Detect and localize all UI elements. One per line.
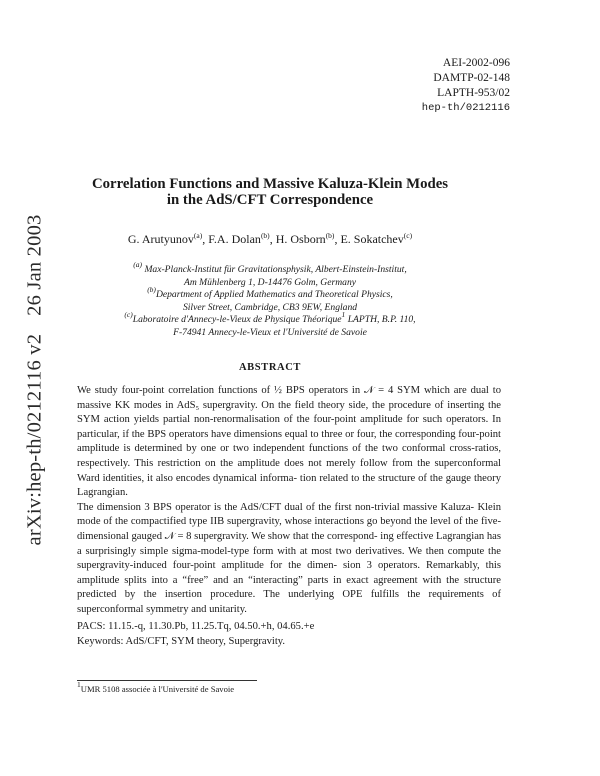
affiliation-a: $^{(a)}$ Max-Planck-Institut für Gravitationsphysik, Albert-Einstein-Institut, Am Mühlenberg 1, D-14476 Golm, Germany (133, 260, 407, 288)
author-mark: (a) (193, 231, 203, 240)
footnote-rule (77, 680, 257, 681)
affiliation-mark: (b) (147, 285, 156, 295)
author-name: E. Sokatchev (340, 232, 404, 246)
report-number: DAMTP-02-148 (433, 72, 510, 84)
author-mark: (c) (403, 231, 413, 240)
affiliation-mark: (c) (124, 310, 133, 320)
pacs-line: PACS: 11.15.-q, 11.30.Pb, 11.25.Tq, 04.50.+h, 04.65.+e (77, 621, 315, 632)
affiliation-mark: (a) (133, 260, 143, 269)
arxiv-date: 26 Jan 2003 (23, 214, 46, 316)
author-list: G. Arutyunov$^{(a)}$, F.A. Dolan$^{(b)}$, H. Osborn$^{(b)}$, E. Sokatchev$^{(c)}$ (127, 231, 413, 246)
abstract-body (77, 384, 501, 618)
abstract-paragraph: The dimension 3 BPS operator is the AdS/CFT dual of the first non-trivial massive Kaluza- Klein mode of the compactified type IIB supergravity, whose interactions go beyond the level of the five-dimensional gauged 𝒩 = 8 supergravity. We show that the correspond- ing effective Lagrangian has a surprisingly simple sigma-model-type form with at most two derivatives. We then compute the supergravity-induced four-point amplitude for the dimen- sion 3 operators. Remarkably, this amplitude splits into a “free” and an “interacting” parts in exact agreement with the structure predicted by the insertion procedure. The underlying OPE fulfills the requirements of superconformal symmetry and unitarity. (77, 501, 502, 615)
abstract-paragraph: We study four-point correlation functions of ½ BPS operators in 𝒩 = 4 SYM which are dual to massive KK modes in AdS₅ supergravity. On the field theory side, the procedure of inserting the SYM action yields partial non-renormalisation of the four-point amplitude for such operators. In particular, if the BPS operators have dimensions equal to three or four, the corresponding four-point amplitude is determined by one or two independent functions of the two conformal cross-ratios, respectively. This restriction on the amplitude does not merely follow from the superconformal Ward identities, it also encodes dynamical informa- tion related to the structure of the gauge theory Lagrangian. (77, 385, 502, 499)
affiliation-b: $^{(b)}$Department of Applied Mathematics and Theoretical Physics, Silver Street, Cambridge, CB3 9EW, England (147, 285, 393, 313)
author-mark: (b) (260, 231, 270, 240)
arxiv-id: arXiv:hep-th/0212116 v2 (23, 333, 46, 546)
footnote-text: UMR 5108 associée à l'Université de Savoie (80, 684, 235, 694)
footnote (77, 680, 235, 694)
paper-title (60, 176, 480, 208)
author-name: G. Arutyunov (127, 232, 194, 246)
footnote-ref: 1 (341, 310, 346, 320)
title-line: Correlation Functions and Massive Kaluza-Klein Modes (91, 176, 449, 192)
report-number: AEI-2002-096 (442, 57, 510, 69)
arxiv-stamp (24, 215, 47, 546)
arxiv-sidebar (10, 200, 60, 560)
author-name: H. Osborn (275, 232, 326, 246)
affiliation-list (60, 260, 480, 340)
report-number: LAPTH-953/02 (437, 87, 510, 99)
paper-metadata (77, 620, 501, 649)
title-line: in the AdS/CFT Correspondence (166, 192, 374, 208)
footnote-mark: 1 (77, 680, 81, 689)
report-numbers (422, 56, 510, 116)
author-name: F.A. Dolan (208, 232, 261, 246)
affiliation-c: $^{(c)}$Laboratoire d'Annecy-le-Vieux de Physique Théorique$^1$ LAPTH, B.P. 110, F-74941 Annecy-le-Vieux et l'Université de Savoie (124, 310, 416, 338)
abstract-heading: ABSTRACT (239, 362, 301, 373)
keywords-line: Keywords: AdS/CFT, SYM theory, Supergravity. (77, 635, 286, 647)
report-number: hep-th/0212116 (421, 102, 510, 114)
author-mark: (b) (325, 231, 335, 240)
